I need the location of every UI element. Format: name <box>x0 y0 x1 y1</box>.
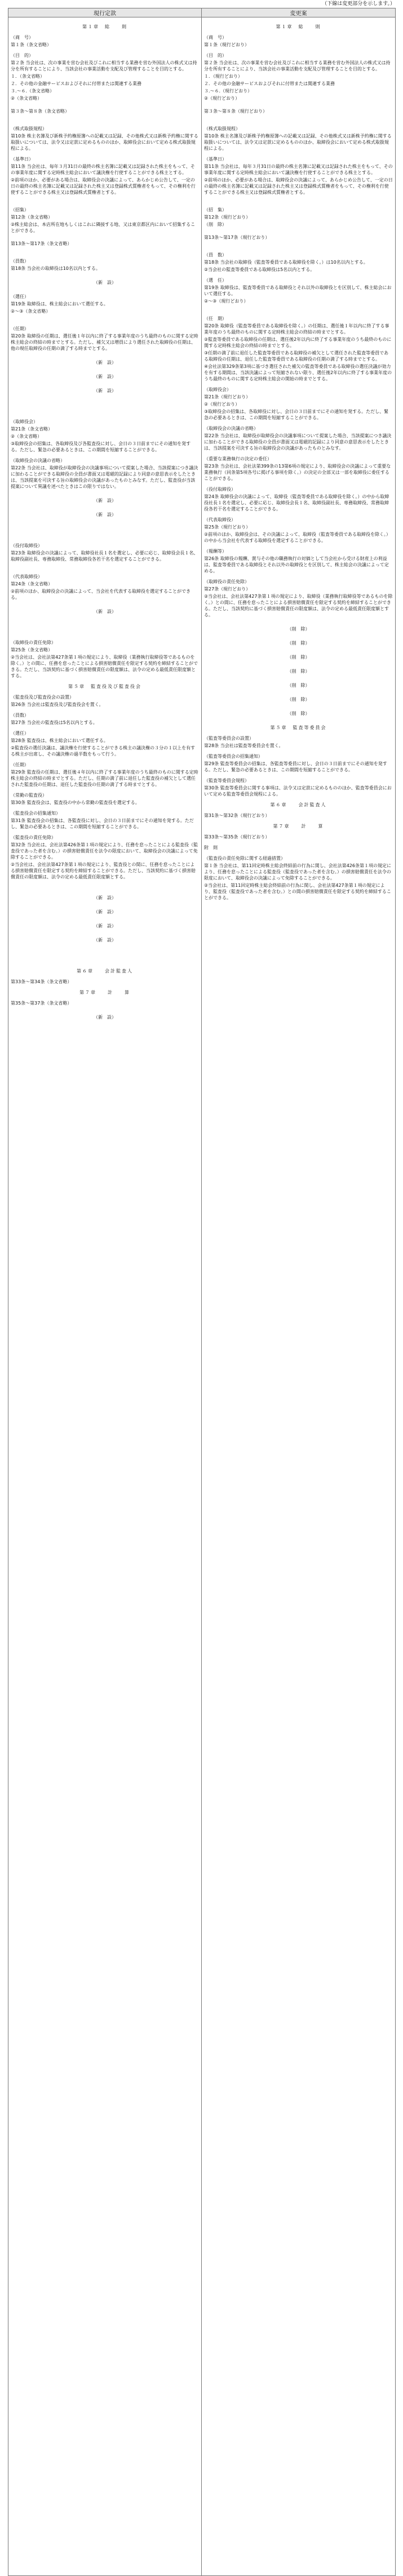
chapter-heading: 第６章 会計監査人 <box>77 969 133 974</box>
article-text: ②当会社の監査等委員である取締役は5名以内とする。 <box>204 267 315 272</box>
omitted-marker: （新 設） <box>94 512 116 517</box>
article-caption: （取締役会の決議の省略） <box>204 426 258 431</box>
proposed-articles <box>202 17 395 2575</box>
omitted-marker: （新 設） <box>94 1015 116 1020</box>
article-text: ②当会社は、会社法第427条第１項の規定により、監査役との間に、任務を怠ったことによる損害賠償責任を限定する契約を締結することができる。ただし、当該契約に基づく損害賠償責任の限度額は、法令の定める最低責任限度額とする。 <box>11 862 196 880</box>
underline-note: （下線は変更部分を示します。） <box>322 1 395 7</box>
article-text: ③取締役会の招集は、各取締役及び各監査役に対し、会日の３日前までにその通知を発する。ただし、緊急の必要あるときは、この期間を短縮することができる。 <box>11 441 191 452</box>
article-text: 第24条 取締役会の決議によって、取締役（監査等委員である取締役を除く。）の中から取締役社長１名を選定し、必要に応じ、取締役会長１名、取締役副社長、専務取締役、常務取締役各若干名を選定することができる。 <box>204 494 389 512</box>
chapter-heading: 第５章 監査等委員会 <box>270 725 327 730</box>
article-caption: （監査等委員会の招集通知） <box>204 754 263 759</box>
article-text: ②～③（現行どおり） <box>204 299 249 304</box>
chapter-heading: 第１章 総 則 <box>276 24 321 29</box>
article-text: ３.～６.（条文省略） <box>11 88 55 94</box>
article-caption: （監査役の責任免除） <box>11 835 56 840</box>
article-caption: （目 的） <box>204 53 227 58</box>
current-articles-cell <box>8 17 202 2576</box>
chapter-heading: 第７章 計 算 <box>79 990 130 995</box>
article-text: 第21条（条文省略） <box>11 427 53 432</box>
article-caption: （選 任） <box>204 278 227 283</box>
article-caption: （株式取扱規程） <box>204 126 240 131</box>
spacer <box>11 103 199 108</box>
content-row <box>8 17 396 2576</box>
article-caption: （目 的） <box>11 53 33 58</box>
article-text: 第22条 当会社は、取締役が取締役会の決議事項について提案した場合、当該提案につき議決に加わることができる取締役の全員が書面又は電磁的記録により同意の意思表示をしたときは、当該提案を可決する旨の取締役会の決議があったものとみなす。 <box>204 433 392 451</box>
article-text: ②株主総会は、本店所在地もしくはこれに隣接する地、又は東京都区内において招集することができる。 <box>11 222 196 233</box>
article-caption: （任 期） <box>204 316 227 321</box>
article-caption: （基準日） <box>11 157 33 162</box>
chapter-heading: 第１章 総 則 <box>82 24 127 29</box>
article-caption: （監査役及び監査役会の設置） <box>11 695 74 700</box>
spacer <box>204 229 393 234</box>
omitted-marker: （新 設） <box>94 609 116 614</box>
article-text: 第１条（現行どおり） <box>204 42 249 47</box>
article-text: 第30条 監査役会は、監査役の中から常勤の監査役を選定する。 <box>11 800 140 805</box>
article-caption: （招集） <box>11 207 29 212</box>
article-text: ③取締役会の招集は、各取締役に対し、会日の３日前までにその通知を発する。ただし、緊急の必要あるときは、この期間を短縮することができる。 <box>204 409 389 420</box>
spacer <box>204 305 393 311</box>
spacer <box>11 197 199 202</box>
article-text: ②監査役の選任決議は、議決権を行使することができる株主の議決権の３分の１以上を有する株主が出席し、その議決権の過半数をもって行う。 <box>11 745 196 757</box>
comparison-table <box>8 8 396 2576</box>
article-text: 第２条 当会社は、次の事業を営む会社及びこれに相当する業務を営む外国法人の株式又は持分を所有することにより、当該会社の事業活動を支配及び管理することを目的とする。 <box>11 60 197 72</box>
spacer <box>11 623 199 635</box>
spacer <box>11 563 199 569</box>
spacer <box>11 402 199 414</box>
article-text: 第29条 監査役の任期は、選任後４年以内に終了する事業年度のうち最終のものに関する定時株主総会の終結の時までとする。ただし、任期の満了前に退任した監査役の補欠として選任された監査役の任期は、退任した監査役の任期の満了する時までとする。 <box>11 770 198 787</box>
spacer <box>11 881 199 887</box>
article-caption: （報酬等） <box>204 549 227 554</box>
article-text: ②前項のほか、必要がある場合は、取締役会の決議によって、あらかじめ公告して、一定の日の最終の株主名簿に記載又は記録された株主又は登録株式質権者をもって、その権利を行使することができる株主又は登録株式質権者とする。 <box>204 177 393 195</box>
article-caption: （役付取締役） <box>11 543 42 548</box>
article-text: ３.～６.（現行どおり） <box>204 88 253 94</box>
article-text: １．（条文省略） <box>11 74 45 79</box>
proposed-articles-cell <box>202 17 396 2576</box>
omitted-marker: （新 設） <box>94 374 116 379</box>
article-text: 第26条 当会社は監査役及び監査役会を置く。 <box>11 702 104 707</box>
article-text: １．（現行どおり） <box>204 74 242 79</box>
article-text: 第10条 株主名簿及び新株予約権原簿への記載又は記録、その他株式又は新株予約権に関する取扱いについては、法令又は定款に定めるもののほか、取締役会において定める株式取扱規程による。 <box>204 134 392 151</box>
article-caption: （商 号） <box>11 35 33 40</box>
omitted-marker: （新 設） <box>94 909 116 914</box>
article-caption: （取締役の責任免除） <box>204 579 249 584</box>
article-text: 第33条～第35条（現行どおり） <box>204 834 270 840</box>
article-text: ②当会社は、第11回定時株主総会終結前の行為に関し、会社法第427条第１項の規定により、監査役（監査役であった者を含む。）との間の損害賠償責任を限定する契約を締結することができる。 <box>204 883 391 900</box>
omitted-marker: （削 除） <box>287 669 310 674</box>
article-text: 第３条～第８条（条文省略） <box>11 109 69 114</box>
article-text: 第32条 当会社は、会社法第426条第１項の規定により、任務を怠ったことによる監査役（監査役であった者を含む。）の損害賠償責任を法令の限度において、取締役会の決議によって免除することができる。 <box>11 842 198 860</box>
article-caption: （監査等委員会の設置） <box>204 736 254 741</box>
article-text: 第12条（条文省略） <box>11 215 53 220</box>
article-text: 第21条（現行どおり） <box>204 394 251 399</box>
article-text: ②当会社は、会社法第427条第１項の規定により、取締役（業務執行取締役等であるものを除く。）との間に、任務を怠ったことによる損害賠償責任を限定する契約を締結することができる。ただし、当該契約に基づく損害賠償責任の限度額は、法令の定める最低責任限度額とする。 <box>204 594 393 618</box>
article-text: ②（現行どおり） <box>204 402 240 407</box>
article-caption: （商 号） <box>204 35 227 40</box>
article-caption: （取締役会） <box>204 387 231 392</box>
article-caption: （員 数） <box>204 252 227 257</box>
article-text: ②前項のほか、必要がある場合は、取締役会の決議によって、あらかじめ公告して、一定の日の最終の株主名簿に記載又は記録された株主又は登録株式質権者をもって、その権利を行使することができる株主又は登録株式質権者とする。 <box>11 177 196 195</box>
article-caption: （役付取締役） <box>204 487 236 492</box>
article-text: 第13条～第17条（条文省略） <box>11 241 72 246</box>
article-text: ②～③（条文省略） <box>11 309 51 314</box>
article-text: ②前項のほか、取締役会の決議によって、当会社を代表する取締役を選定することができる。 <box>11 589 191 600</box>
spacer <box>204 242 393 247</box>
article-caption: （取締役の責任免除） <box>11 640 56 645</box>
spacer <box>204 197 393 202</box>
article-text: 第20条 取締役（監査等委員である取締役を除く。）の任期は、選任後１年以内に終了する事業年度のうち最終のものに関する定時株主総会の終結の時までとする。 <box>204 323 389 335</box>
article-text: 第27条 当会社の監査役は5名以内とする。 <box>11 720 98 725</box>
article-caption: （員数） <box>11 713 29 718</box>
omitted-marker: （新 設） <box>94 923 116 929</box>
article-text: 第30条 監査等委員会に関する事項は、法令又は定款に定めるもののほか、監査等委員会において定める監査等委員会規程による。 <box>204 785 392 797</box>
article-caption: （基準日） <box>204 157 227 162</box>
spacer <box>204 103 393 108</box>
spacer <box>204 116 393 121</box>
chapter-heading: 第５章 監査役及び監査役会 <box>68 684 141 689</box>
article-caption: （代表取締役） <box>11 574 42 579</box>
article-caption: （任期） <box>11 326 29 331</box>
omitted-marker: （削 除） <box>287 711 310 716</box>
article-caption: （員数） <box>11 259 29 264</box>
article-text: 第11条 当会社は、毎年３月31日の最終の株主名簿に記載又は記録された株主をもって、その事業年度に関する定時株主総会において議決権を行使することができる株主とする。 <box>204 164 393 175</box>
article-text: ③任期の満了前に退任した監査等委員である取締役の補欠として選任された監査等委員である取締役の任期は、退任した監査等委員である取締役の任期の満了する時までとする。 <box>204 350 389 362</box>
article-text: 第33条～第34条（条文省略） <box>11 979 72 984</box>
omitted-marker: （新 設） <box>94 360 116 365</box>
article-caption: （監査役会の招集通知） <box>11 811 60 816</box>
spacer <box>11 116 199 121</box>
article-text: 第24条（条文省略） <box>11 581 53 587</box>
article-text: 第28条 当会社は監査等委員会を置く。 <box>204 743 284 748</box>
article-text: 第23条 取締役会の決議によって、取締役社長１名を選定し、必要に応じ、取締役会長１名、取締役副社長、専務取締役、常務取締役各若干名を選定することができる。 <box>11 550 198 562</box>
omitted-marker: （削 除） <box>287 627 310 632</box>
article-caption: （選任） <box>11 731 29 736</box>
article-text: ②（条文省略） <box>11 434 42 439</box>
article-text: 第１条 当会社は、第11回定時株主総会終結前の行為に関し、会社法第426条第１項の規定により、任務を怠ったことによる監査役（監査役であった者を含む。）の損害賠償責任を法令の限度において、取締役会の決議によって免除することができる。 <box>204 863 391 881</box>
article-caption: （取締役会の決議の省略） <box>11 458 65 463</box>
omitted-marker: （新 設） <box>94 938 116 943</box>
article-text: ２．その他の金融サービスおよびそれに付帯または関連する業務 <box>204 81 335 86</box>
spacer <box>11 951 199 963</box>
omitted-marker: （新 設） <box>94 388 116 393</box>
header-current: 現行定款 <box>8 8 202 17</box>
article-text: 第27条（現行どおり） <box>204 587 251 592</box>
article-text: 第18条 当会社の取締役（監査等委員である取締役を除く。）は10名以内とする。 <box>204 260 368 265</box>
article-text: （削 除） <box>204 222 227 227</box>
article-text: ②当会社は、会社法第427条第１項の規定により、取締役（業務執行取締役等であるものを除く。）との間に、任務を怠ったことによる損害賠償責任を限定する契約を締結することができる。ただし、当該契約に基づく損害賠償責任の限度額は、法令の定める最低責任限度額とする。 <box>11 655 198 678</box>
article-caption: （監査役の責任免除に関する経過措置） <box>204 856 285 861</box>
article-text: ②監査等委員である取締役の任期は、選任後2年以内に終了する事業年度のうち最終のものに関する定時株主総会の終結の時までとする。 <box>204 337 392 348</box>
article-text: 第12条（現行どおり） <box>204 215 251 220</box>
article-text: 第25条（条文省略） <box>11 647 53 652</box>
article-text: ２．その他の金融サービスおよびそれに付帯または関連する業務 <box>11 81 141 86</box>
article-text: 第20条 取締役の任期は、選任後１年以内に終了する事業年度のうち最終のものに関する定時株主総会の終結の時までとする。ただし、補欠又は増員により選任された取締役の任期は、他の現任取締役の任期の満了する時までとする。 <box>11 334 198 351</box>
article-text: 第31条 監査役会の招集は、各監査役に対し、会日の３日前までにその通知を発する。ただし、緊急の必要あるときは、この期間を短縮することができる。 <box>11 818 194 829</box>
article-caption: （選任） <box>11 294 29 299</box>
omitted-marker: （新 設） <box>94 498 116 503</box>
chapter-heading: 第７章 計 算 <box>273 824 324 829</box>
article-caption: （株式取扱規程） <box>11 126 47 131</box>
article-text: 第13条～第17条（現行どおり） <box>204 235 270 240</box>
article-text: 第28条 監査役は、株主総会において選任する。 <box>11 738 108 743</box>
article-text: 第22条 当会社は、取締役が取締役会の決議事項について提案した場合、当該提案につき議決に加わることができる取締役の全員が書面又は電磁的記録により同意の意思表示をしたときは、当該提案を可決する旨の取締役会の決議があったものとみなす。ただし、監査役が当該提案について異議を述べたときはこの限りではない。 <box>11 465 198 489</box>
article-text: 第19条 取締役は、株主総会において選任する。 <box>11 301 108 307</box>
omitted-marker: （削 除） <box>287 697 310 702</box>
article-text: 第３条～第８条（現行どおり） <box>204 109 267 114</box>
article-text: 第23条 当会社は、会社法第399条の13第6項の規定により、取締役会の決議によって重要な業務執行（同条第5項各号に掲げる事項を除く。）の決定の全部又は一部を取締役に委任することができる。 <box>204 464 391 481</box>
omitted-marker: （削 除） <box>287 683 310 688</box>
article-text: 第26条 取締役の報酬、賞与その他の職務執行の対価として当会社から受ける財産上の利益は、監査等委員である取締役とそれ以外の取締役とを区別して、株主総会の決議によって定める。 <box>204 556 389 574</box>
current-articles <box>8 17 201 2575</box>
article-caption: （重要な業務執行の決定の委任） <box>204 456 272 461</box>
spacer <box>11 526 199 538</box>
article-text: 第１条（条文省略） <box>11 42 51 47</box>
spacer <box>11 316 199 321</box>
spacer <box>11 235 199 241</box>
article-caption: （任期） <box>11 762 29 767</box>
article-text: 第10条 株主名簿及び新株予約権原簿への記載又は記録、その他株式又は新株予約権に関する取扱いについては、法令又は定款に定めるもののほか、取締役会において定める株式取扱規程による。 <box>11 134 198 151</box>
article-text: ④会社法第329条第3項に基づき選任された補欠の監査等委員である取締役の選任決議が効力を有する期間は、当該決議によって短縮されない限り、選任後2年以内に終了する事業年度のうち最終のものに関する定時株主総会の開始の時までとする。 <box>204 364 392 381</box>
header-row <box>8 8 396 17</box>
omitted-marker: （削 除） <box>287 655 310 660</box>
article-caption: （監査等委員会規程） <box>204 778 249 783</box>
article-text: 第18条 当会社の取締役は10名以内とする。 <box>11 266 100 271</box>
omitted-marker: （新 設） <box>94 895 116 900</box>
article-text: 第11条 当会社は、毎年３月31日の最終の株主名簿に記載又は記録された株主をもって、その事業年度に関する定時株主総会において議決権を行使することができる株主とする。 <box>11 164 195 175</box>
article-caption: （招 集） <box>204 207 227 212</box>
omitted-marker: （新 設） <box>94 280 116 285</box>
article-caption: （代表取締役） <box>204 517 236 522</box>
article-caption: （常勤の監査役） <box>11 793 47 798</box>
spacer <box>11 248 199 254</box>
article-caption: （取締役会） <box>11 419 38 424</box>
article-text: ②（現行どおり） <box>204 96 240 101</box>
article-text: 第19条 取締役は、監査等委員である取締役とそれ以外の取締役とを区別して、株主総会において選任する。 <box>204 285 392 296</box>
article-text: ②前項のほか、取締役会は、その決議によって、取締役（監査等委員である取締役を除く。）の中から当会社を代表する取締役を選定することができる。 <box>204 532 391 543</box>
article-text: 第２条 当会社は、次の事業を営む会社及びこれに相当する業務を営む外国法人の株式又は持分を所有することにより、当該会社の事業活動を支配及び管理することを目的とする。 <box>204 60 391 72</box>
article-text: 第25条（現行どおり） <box>204 525 251 530</box>
omitted-marker: （削 除） <box>287 641 310 646</box>
article-caption: 附 則 <box>204 845 218 850</box>
article-text: 第35条～第37条（条文省略） <box>11 1001 72 1006</box>
article-text: 第29条 監査等委員会の招集は、各監査等委員に対し、会日の３日前までにその通知を発する。ただし、緊急の必要あるときは、この期間を短縮することができる。 <box>204 761 387 772</box>
article-text: 第31条～第32条（現行どおり） <box>204 813 270 818</box>
chapter-heading: 第６章 会計監査人 <box>270 802 327 807</box>
article-text: ②（条文省略） <box>11 96 42 101</box>
header-proposed: 変更案 <box>202 8 396 17</box>
